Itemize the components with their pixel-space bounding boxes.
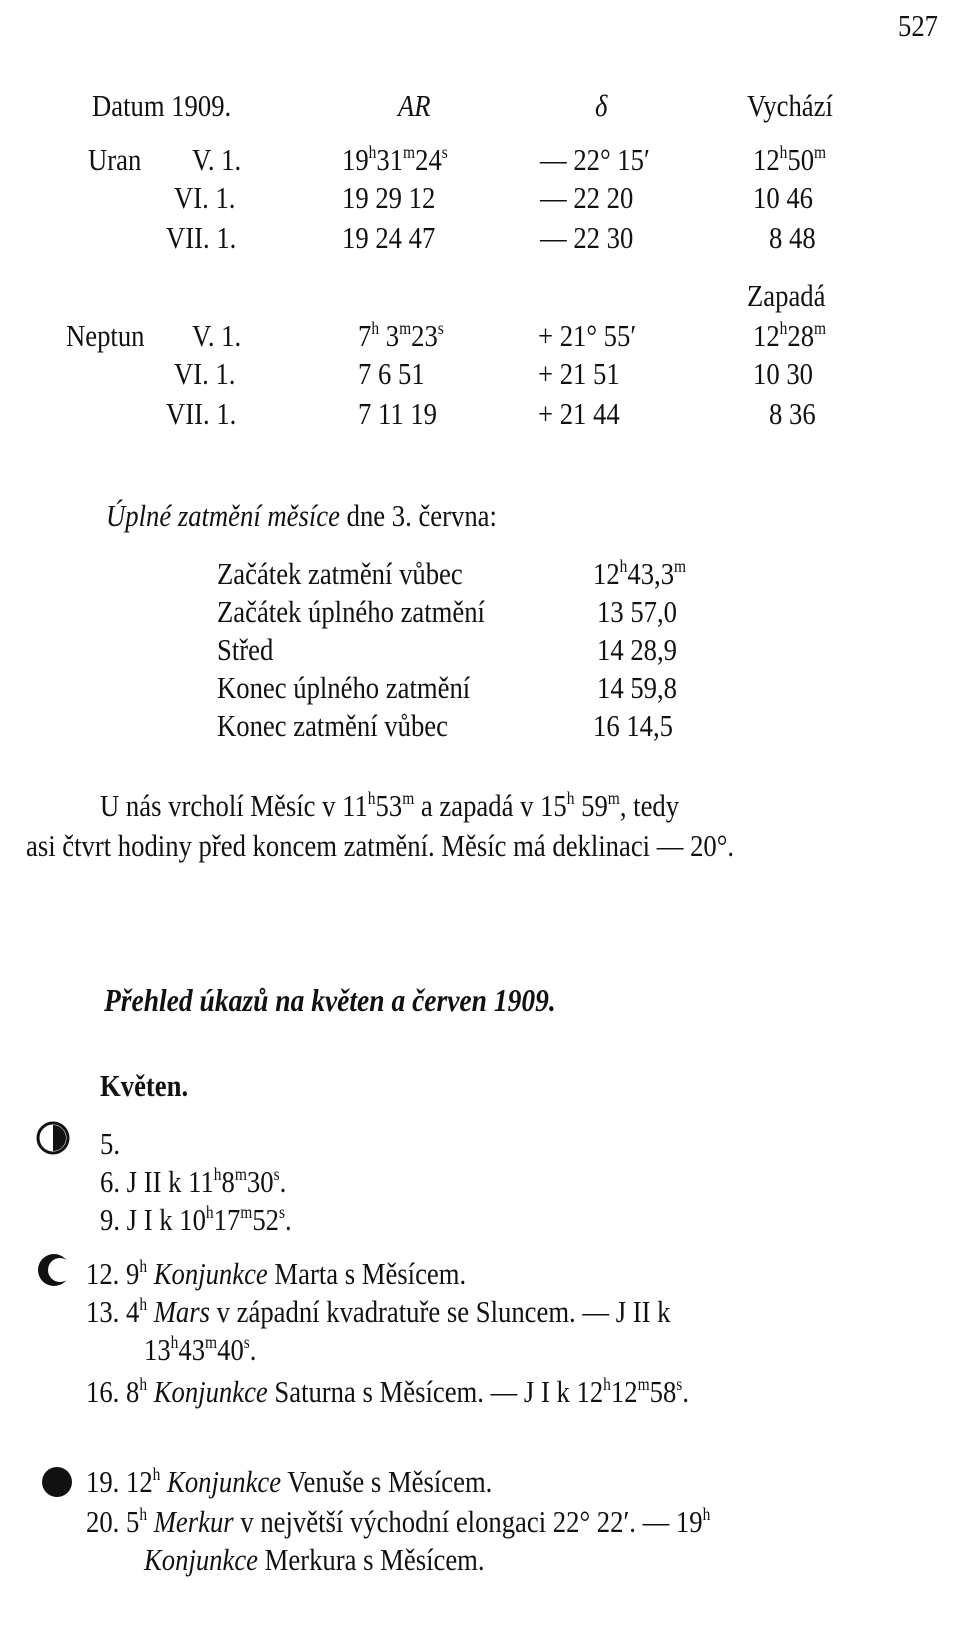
table-row-date: VII. 1. [166, 396, 237, 431]
declination: — 22° 15′ [540, 142, 650, 177]
eclipse-phase-time: 12$^h$43,3$^m$ [593, 556, 687, 591]
eclipse-phase-label: Konec zatmění vůbec [217, 708, 448, 743]
set-time: 8 36 [769, 396, 816, 431]
right-ascension: 7 6 51 [358, 356, 425, 391]
eclipse-phase-label: Začátek zatmění vůbec [217, 556, 463, 591]
eclipse-title: Úplné zatmění měsíce dne 3. června: [106, 498, 497, 533]
table-row-date: V. 1. [192, 318, 242, 353]
rise-time: 10 46 [753, 180, 813, 215]
table-row-date: V. 1. [192, 142, 242, 177]
first-quarter-moon-icon [36, 1121, 70, 1155]
declination-header: δ [595, 88, 608, 123]
declination: + 21° 55′ [538, 318, 637, 353]
list-item-continuation: Konjunkce Merkura s Měsícem. [144, 1542, 485, 1577]
section-title: Přehled úkazů na květen a červen 1909. [104, 982, 556, 1018]
planet-name: Neptun [66, 318, 145, 353]
table-row-date: VI. 1. [174, 356, 236, 391]
declination: + 21 44 [538, 396, 620, 431]
rise-time: 12$^h$50$^m$ [753, 142, 827, 177]
rise-time: 8 48 [769, 220, 816, 255]
list-item: 5. [100, 1126, 120, 1161]
paragraph-line-1: U nás vrcholí Měsíc v 11$^h$53$^m$ a zapadá v 15$^h$ 59$^m$, tedy [100, 788, 680, 823]
sets-header: Zapadá [747, 278, 826, 313]
eclipse-phase-time: 16 14,5 [593, 708, 673, 743]
set-time: 12$^h$28$^m$ [753, 318, 827, 353]
right-ascension: 19$^h$31$^m$24$^s$ [342, 142, 448, 177]
table-row-date: VII. 1. [166, 220, 237, 255]
list-item: 13. 4$^h$ Mars v západní kvadratuře se Sluncem. — J II k [86, 1294, 671, 1329]
right-ascension: 7$^h$ 3$^m$23$^s$ [358, 318, 444, 353]
planet-name: Uran [88, 142, 142, 177]
right-ascension: 7 11 19 [358, 396, 437, 431]
list-item: 9. J I k 10$^h$17$^m$52$^s$. [100, 1202, 292, 1237]
declination: — 22 30 [540, 220, 634, 255]
list-item: 20. 5$^h$ Merkur v největší východní elongaci 22° 22′. — 19$^h$ [86, 1504, 711, 1539]
table-row-date: VI. 1. [174, 180, 236, 215]
page-number: 527 [898, 8, 938, 43]
new-moon-icon [40, 1465, 74, 1499]
list-item-continuation: 13$^h$43$^m$40$^s$. [144, 1332, 257, 1367]
rises-header: Vychází [747, 88, 833, 123]
list-item: 12. 9$^h$ Konjunkce Marta s Měsícem. [86, 1256, 467, 1291]
eclipse-phase-label: Střed [217, 632, 274, 667]
list-item: 16. 8$^h$ Konjunkce Saturna s Měsícem. — J I k 12$^h$12$^m$58$^s$. [86, 1374, 689, 1409]
set-time: 10 30 [753, 356, 813, 391]
eclipse-phase-time: 14 28,9 [597, 632, 677, 667]
right-ascension: 19 29 12 [342, 180, 436, 215]
ar-header: AR [398, 88, 431, 123]
eclipse-phase-time: 14 59,8 [597, 670, 677, 705]
eclipse-phase-time: 13 57,0 [597, 594, 677, 629]
right-ascension: 19 24 47 [342, 220, 436, 255]
last-quarter-moon-icon [36, 1252, 72, 1288]
month-heading: Květen. [100, 1068, 189, 1103]
paragraph-line-2: asi čtvrt hodiny před koncem zatmění. Měsíc má deklinaci — 20°. [26, 828, 735, 863]
date-header: Datum 1909. [92, 88, 232, 123]
eclipse-phase-label: Začátek úplného zatmění [217, 594, 485, 629]
declination: + 21 51 [538, 356, 620, 391]
eclipse-phase-label: Konec úplného zatmění [217, 670, 471, 705]
declination: — 22 20 [540, 180, 634, 215]
list-item: 19. 12$^h$ Konjunkce Venuše s Měsícem. [86, 1464, 493, 1499]
list-item: 6. J II k 11$^h$8$^m$30$^s$. [100, 1164, 287, 1199]
